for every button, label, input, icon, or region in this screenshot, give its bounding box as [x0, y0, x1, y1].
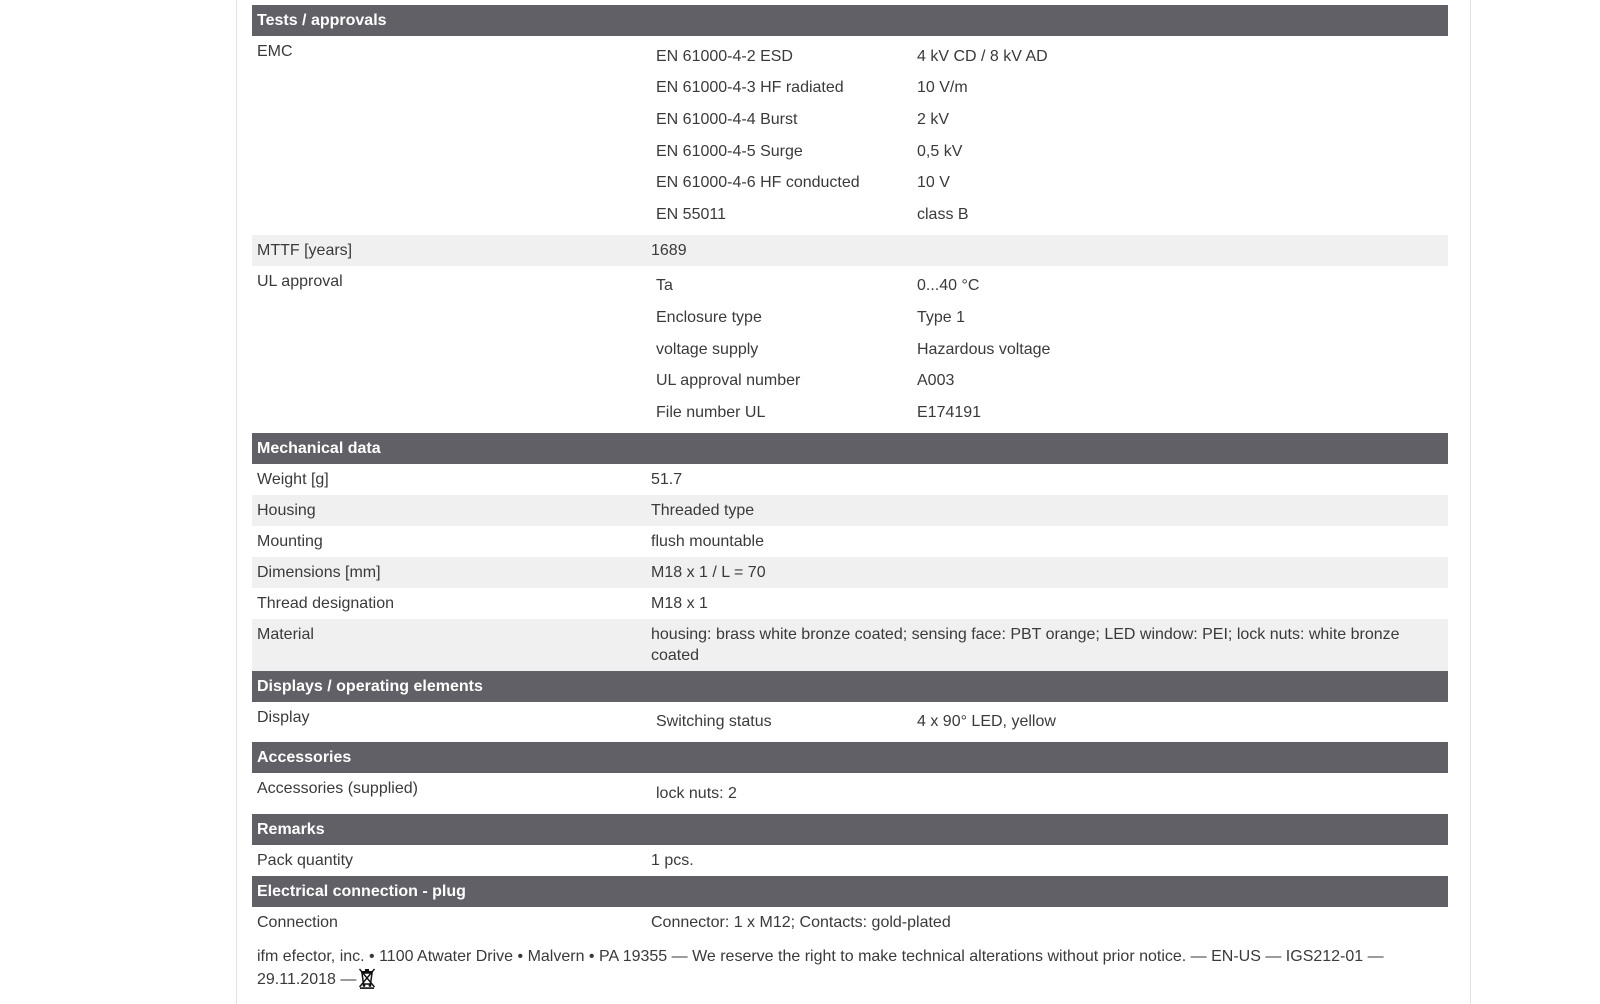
spec-label: EMC [257, 43, 293, 60]
section-header: Displays / operating elements [252, 671, 1448, 702]
spec-label: Dimensions [mm] [257, 563, 381, 581]
spec-subkey: voltage supply [656, 340, 759, 358]
spec-value: Threaded type [651, 501, 755, 519]
spec-subrow [651, 136, 1448, 168]
spec-label: Material [257, 625, 314, 643]
datasheet-page [236, 0, 1471, 1004]
spec-table [252, 5, 1448, 995]
spec-subrow [651, 778, 1448, 810]
section-header: Accessories [252, 742, 1448, 773]
spec-subvalue: 0...40 °C [917, 277, 980, 295]
spec-subrow [651, 73, 1448, 105]
spec-value: housing: brass white bronze coated; sensing face: PBT orange; LED window: PEI; lock nuts: white bronze coated [651, 625, 1400, 664]
spec-subkey: Switching status [656, 713, 772, 731]
section-header: Remarks [252, 814, 1448, 845]
spec-label: MTTF [years] [257, 241, 353, 259]
spec-label: Accessories (supplied) [257, 780, 418, 798]
footer-text: ifm efector, inc. • 1100 Atwater Drive • Malvern • PA 19355 — We reserve the right to make technical alterations without prior notice. — EN-US — IGS212-01 — 29.11.2018 — [257, 947, 1384, 988]
spec-subtable [651, 266, 1448, 433]
spec-label: Display [257, 708, 310, 726]
spec-subkey: EN 61000-4-4 Burst [656, 110, 798, 128]
spec-row [252, 266, 1448, 433]
spec-subrow [651, 271, 1448, 303]
spec-value: Connector: 1 x M12; Contacts: gold-plated [651, 913, 951, 931]
spec-row [252, 495, 1448, 526]
spec-label: UL approval [257, 272, 343, 290]
spec-value: 51.7 [651, 470, 683, 488]
spec-subvalue: 10 V [917, 174, 950, 192]
spec-subkey: EN 61000-4-6 HF conducted [656, 174, 860, 192]
spec-label: Thread designation [257, 594, 394, 612]
spec-subrow [651, 365, 1448, 397]
section-header: Electrical connection - plug [252, 876, 1448, 907]
spec-subkey: File number UL [656, 403, 766, 421]
footer-note [252, 938, 1448, 995]
spec-value: flush mountable [651, 532, 764, 550]
spec-row [252, 619, 1448, 671]
spec-subvalue: A003 [917, 372, 955, 390]
spec-subvalue: 4 kV CD / 8 kV AD [917, 47, 1048, 65]
spec-row [252, 464, 1448, 495]
spec-subrow [651, 334, 1448, 366]
spec-label: Mounting [257, 532, 323, 550]
spec-subkey: EN 61000-4-3 HF radiated [656, 79, 844, 97]
spec-label: Housing [257, 501, 316, 519]
spec-subkey: UL approval number [656, 372, 801, 390]
spec-row [252, 557, 1448, 588]
spec-subrow [651, 167, 1448, 199]
spec-value: 1 pcs. [651, 851, 694, 869]
spec-label: Connection [257, 913, 338, 931]
spec-subvalue: 4 x 90° LED, yellow [917, 713, 1056, 731]
spec-subvalue: 10 V/m [917, 79, 968, 97]
spec-label: Weight [g] [257, 470, 329, 488]
spec-subvalue: Type 1 [917, 308, 966, 326]
spec-subrow [651, 41, 1448, 73]
spec-row [252, 235, 1448, 266]
spec-subvalue: class B [917, 205, 969, 223]
spec-subrow [651, 302, 1448, 334]
spec-label: Pack quantity [257, 851, 354, 869]
spec-subtable [651, 36, 1448, 235]
spec-subrow [651, 104, 1448, 136]
spec-row [252, 845, 1448, 876]
spec-row [252, 773, 1448, 814]
spec-subkey: Ta [656, 277, 673, 295]
spec-subrow [651, 707, 1448, 739]
spec-row [252, 36, 1448, 235]
spec-subkey: lock nuts: 2 [656, 784, 737, 802]
spec-subrow [651, 199, 1448, 231]
spec-value: M18 x 1 / L = 70 [651, 563, 766, 581]
spec-value: 1689 [651, 241, 687, 259]
spec-value: M18 x 1 [651, 594, 708, 612]
spec-row [252, 526, 1448, 557]
spec-subvalue: E174191 [917, 403, 982, 421]
spec-subtable [651, 773, 1448, 814]
spec-subkey: EN 61000-4-5 Surge [656, 142, 803, 160]
section-header: Mechanical data [252, 433, 1448, 464]
weee-bin-icon [358, 967, 376, 995]
spec-row [252, 588, 1448, 619]
spec-subvalue: Hazardous voltage [917, 340, 1051, 358]
spec-row [252, 907, 1448, 938]
spec-subkey: EN 55011 [656, 205, 726, 223]
spec-subkey: Enclosure type [656, 308, 762, 326]
spec-subvalue: 0,5 kV [917, 142, 963, 160]
section-header: Tests / approvals [252, 5, 1448, 36]
spec-subkey: EN 61000-4-2 ESD [656, 47, 793, 65]
spec-subrow [651, 397, 1448, 429]
spec-row [252, 702, 1448, 743]
spec-subvalue: 2 kV [917, 110, 950, 128]
spec-subtable [651, 702, 1448, 743]
